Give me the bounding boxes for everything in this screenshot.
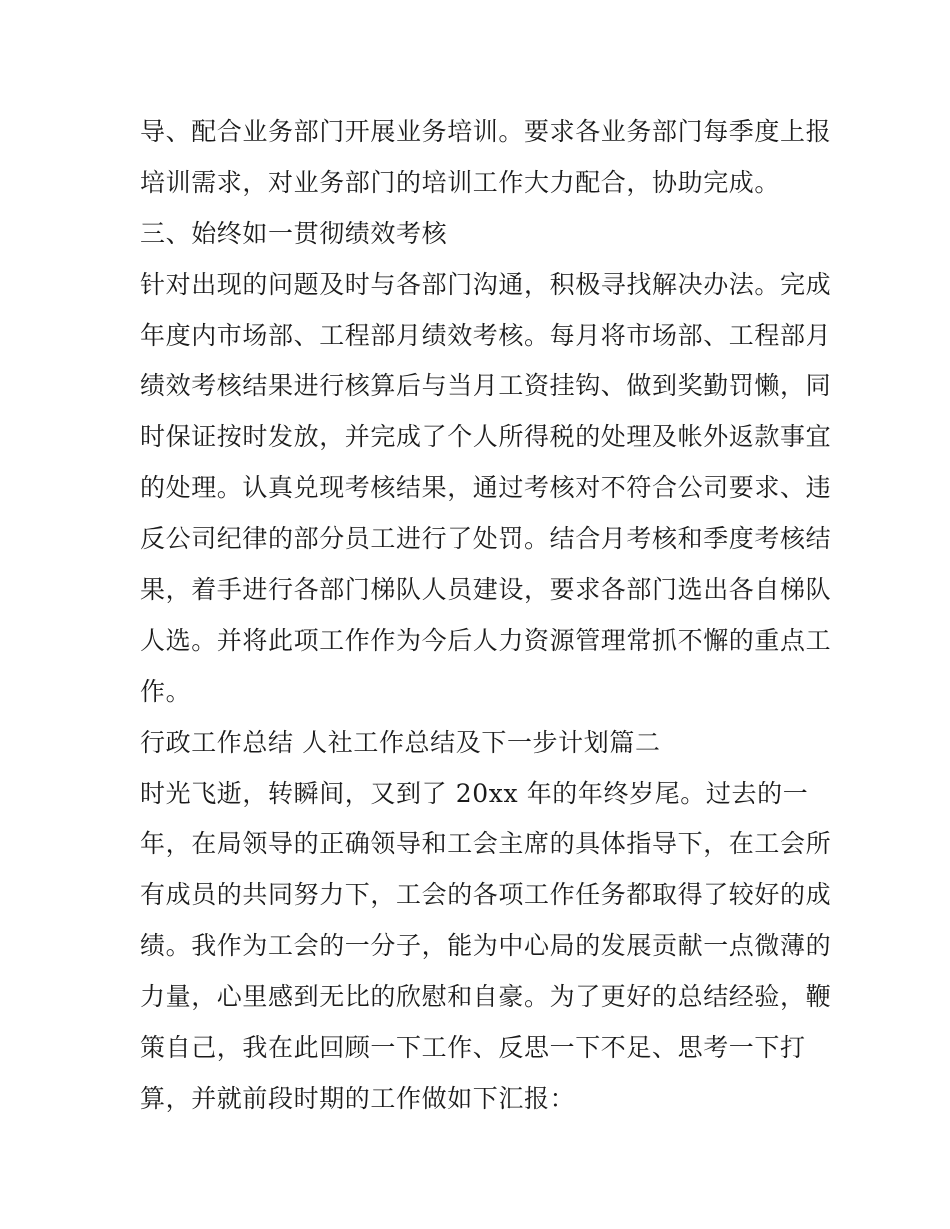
- paragraph-line: 年，在局领导的正确领导和工会主席的具体指导下，在工会所: [140, 829, 832, 859]
- paragraph-line: 的处理。认真兑现考核结果，通过考核对不符合公司要求、违: [140, 473, 832, 503]
- paragraph-line: 时保证按时发放，并完成了个人所得税的处理及帐外返款事宜: [140, 422, 832, 452]
- paragraph-line: 算，并就前段时期的工作做如下汇报：: [140, 1083, 576, 1113]
- paragraph-line: 时光飞逝，转瞬间，又到了 20xx 年的年终岁尾。过去的一: [140, 778, 809, 808]
- paragraph-line: 导、配合业务部门开展业务培训。要求各业务部门每季度上报: [140, 117, 832, 146]
- paragraph-line: 果，着手进行各部门梯队人员建设，要求各部门选出各自梯队: [140, 575, 832, 605]
- paragraph-line: 培训需求，对业务部门的培训工作大力配合，协助完成。: [140, 167, 781, 197]
- paragraph-line: 绩。我作为工会的一分子，能为中心局的发展贡献一点微薄的: [140, 931, 832, 961]
- paragraph-line: 针对出现的问题及时与各部门沟通，积极寻找解决办法。完成: [140, 269, 832, 299]
- paragraph-line: 反公司纪律的部分员工进行了处罚。结合月考核和季度考核结: [140, 524, 832, 554]
- paragraph-line: 力量，心里感到无比的欣慰和自豪。为了更好的总结经验，鞭: [140, 982, 832, 1012]
- paragraph-line: 人选。并将此项工作作为今后人力资源管理常抓不懈的重点工: [140, 625, 832, 655]
- paragraph-line: 作。: [140, 676, 192, 706]
- paragraph-line: 绩效考核结果进行核算后与当月工资挂钩、做到奖勤罚懒，同: [140, 371, 832, 401]
- document-body: [140, 107, 832, 1125]
- section-heading: 三、始终如一贯彻绩效考核: [140, 218, 448, 248]
- section-title: 行政工作总结 人社工作总结及下一步计划篇二: [140, 727, 661, 757]
- paragraph-line: 策自己，我在此回顾一下工作、反思一下不足、思考一下打: [140, 1033, 806, 1063]
- paragraph-line: 有成员的共同努力下，工会的各项工作任务都取得了较好的成: [140, 880, 832, 910]
- paragraph-line: 年度内市场部、工程部月绩效考核。每月将市场部、工程部月: [140, 320, 832, 350]
